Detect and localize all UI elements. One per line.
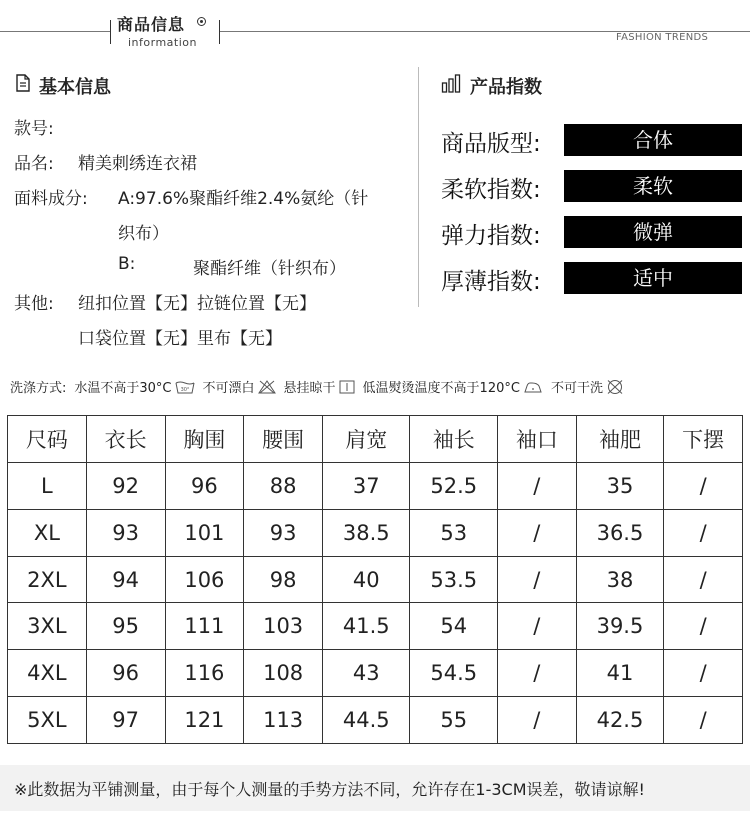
header-tick-left — [110, 20, 111, 44]
table-row — [8, 697, 743, 744]
index-value-fit: 合体 — [564, 124, 742, 156]
table-cell: 4XL — [8, 650, 87, 697]
no-bleach-icon — [258, 380, 276, 394]
col-header-sleeve-length: 袖长 — [410, 416, 497, 463]
table-cell: 37 — [323, 463, 410, 510]
table-cell: 101 — [165, 509, 244, 556]
other-line1: 纽扣位置【无】拉链位置【无】 — [78, 294, 316, 314]
table-cell: / — [497, 697, 576, 744]
no-dryclean-icon — [606, 379, 624, 395]
wash-dryclean-text: 不可干洗 — [550, 381, 603, 396]
index-value-elasticity: 微弹 — [564, 216, 742, 248]
table-cell: 106 — [165, 556, 244, 603]
basic-info-title: 基本信息 — [39, 77, 111, 98]
wash-item-dryclean — [551, 377, 624, 396]
table-cell: 38 — [576, 556, 663, 603]
table-cell: / — [664, 556, 743, 603]
table-cell: 41.5 — [323, 603, 410, 650]
wash-item-bleach — [203, 377, 276, 396]
fabric-a-line1: A:97.6%聚酯纤维2.4%氨纶（针 — [118, 189, 369, 209]
table-cell: 42.5 — [576, 697, 663, 744]
table-cell: 36.5 — [576, 509, 663, 556]
iron-icon — [523, 380, 543, 394]
table-cell: 39.5 — [576, 603, 663, 650]
fabric-b-value: 聚酯纤维（针织布） — [193, 259, 346, 279]
index-value-softness: 柔软 — [564, 170, 742, 202]
table-cell: 53.5 — [410, 556, 497, 603]
fabric-a-line2: 织布） — [118, 224, 169, 244]
table-cell: 44.5 — [323, 697, 410, 744]
table-cell: 92 — [86, 463, 165, 510]
header-tick-right — [219, 20, 220, 44]
section-divider — [418, 67, 419, 307]
table-cell: / — [497, 509, 576, 556]
table-cell: 116 — [165, 650, 244, 697]
table-cell: 96 — [86, 650, 165, 697]
other-line2: 口袋位置【无】里布【无】 — [78, 329, 282, 349]
wash-temp-text: 水温不高于30°C — [74, 381, 172, 396]
wash-bleach-text: 不可漂白 — [202, 381, 255, 396]
table-cell: 111 — [165, 603, 244, 650]
index-label-fit: 商品版型: — [441, 131, 541, 157]
table-cell: 38.5 — [323, 509, 410, 556]
washing-label: 洗涤方式: — [10, 381, 67, 396]
wash-dry-text: 悬挂晾干 — [283, 381, 336, 396]
table-cell: 103 — [244, 603, 323, 650]
washing-instructions — [10, 377, 632, 396]
table-cell: 93 — [86, 509, 165, 556]
table-cell: 54.5 — [410, 650, 497, 697]
style-no-label: 款号: — [14, 119, 54, 139]
wash-tub-icon — [175, 380, 195, 394]
table-cell: 96 — [165, 463, 244, 510]
table-cell: 98 — [244, 556, 323, 603]
col-header-size: 尺码 — [8, 416, 87, 463]
index-label-softness: 柔软指数: — [441, 177, 541, 203]
table-cell: / — [497, 463, 576, 510]
measurement-note — [0, 765, 750, 811]
index-label-elasticity: 弹力指数: — [441, 223, 541, 249]
table-cell: 5XL — [8, 697, 87, 744]
wash-item-dry — [284, 377, 355, 396]
bar-chart-icon — [441, 74, 461, 94]
header-title: 商品信息 — [117, 15, 186, 34]
index-title: 产品指数 — [470, 77, 542, 98]
index-label-thickness: 厚薄指数: — [441, 269, 541, 295]
table-cell: 2XL — [8, 556, 87, 603]
size-table — [7, 415, 743, 744]
col-header-shoulder: 肩宽 — [323, 416, 410, 463]
fabric-b-key: B: — [118, 254, 136, 274]
table-cell: / — [497, 603, 576, 650]
index-value-thickness: 适中 — [564, 262, 742, 294]
table-row — [8, 603, 743, 650]
table-cell: 40 — [323, 556, 410, 603]
table-cell: / — [664, 697, 743, 744]
col-header-bust: 胸围 — [165, 416, 244, 463]
table-cell: 97 — [86, 697, 165, 744]
table-cell: / — [664, 509, 743, 556]
table-cell: 93 — [244, 509, 323, 556]
table-cell: 3XL — [8, 603, 87, 650]
table-row — [8, 509, 743, 556]
header-subtitle: information — [128, 36, 197, 49]
table-cell: / — [497, 556, 576, 603]
table-cell: 35 — [576, 463, 663, 510]
wash-tub-icon-text: 30° — [180, 386, 189, 393]
table-row — [8, 463, 743, 510]
table-cell: / — [664, 463, 743, 510]
col-header-length: 衣长 — [86, 416, 165, 463]
wash-item-iron — [363, 377, 543, 396]
fabric-label: 面料成分: — [14, 189, 88, 209]
table-cell: 95 — [86, 603, 165, 650]
name-value: 精美刺绣连衣裙 — [78, 154, 197, 174]
table-row — [8, 650, 743, 697]
table-cell: 53 — [410, 509, 497, 556]
table-cell: 52.5 — [410, 463, 497, 510]
table-cell: 88 — [244, 463, 323, 510]
table-row — [8, 556, 743, 603]
target-dot-icon — [197, 17, 206, 26]
table-cell: 113 — [244, 697, 323, 744]
table-cell: 55 — [410, 697, 497, 744]
line-dry-icon — [339, 380, 355, 394]
wash-iron-text: 低温熨烫温度不高于120°C — [362, 381, 520, 396]
table-cell: 41 — [576, 650, 663, 697]
col-header-waist: 腰围 — [244, 416, 323, 463]
table-cell: 54 — [410, 603, 497, 650]
table-cell: L — [8, 463, 87, 510]
table-cell: / — [664, 650, 743, 697]
header-tagline: FASHION TRENDS — [616, 32, 709, 43]
col-header-hem: 下摆 — [664, 416, 743, 463]
document-icon — [14, 74, 32, 92]
table-cell: XL — [8, 509, 87, 556]
table-cell: / — [664, 603, 743, 650]
col-header-sleeve-width: 袖肥 — [576, 416, 663, 463]
table-cell: 43 — [323, 650, 410, 697]
table-cell: 121 — [165, 697, 244, 744]
table-cell: / — [497, 650, 576, 697]
size-table-header-row — [8, 416, 743, 463]
col-header-cuff: 袖口 — [497, 416, 576, 463]
table-cell: 108 — [244, 650, 323, 697]
table-cell: 94 — [86, 556, 165, 603]
wash-item-temp — [74, 377, 194, 396]
other-label: 其他: — [14, 294, 54, 314]
measurement-note-text: ※此数据为平铺测量，由于每个人测量的手势方法不同，允许存在1-3CM误差，敬请谅解! — [14, 780, 645, 799]
name-label: 品名: — [14, 154, 54, 174]
